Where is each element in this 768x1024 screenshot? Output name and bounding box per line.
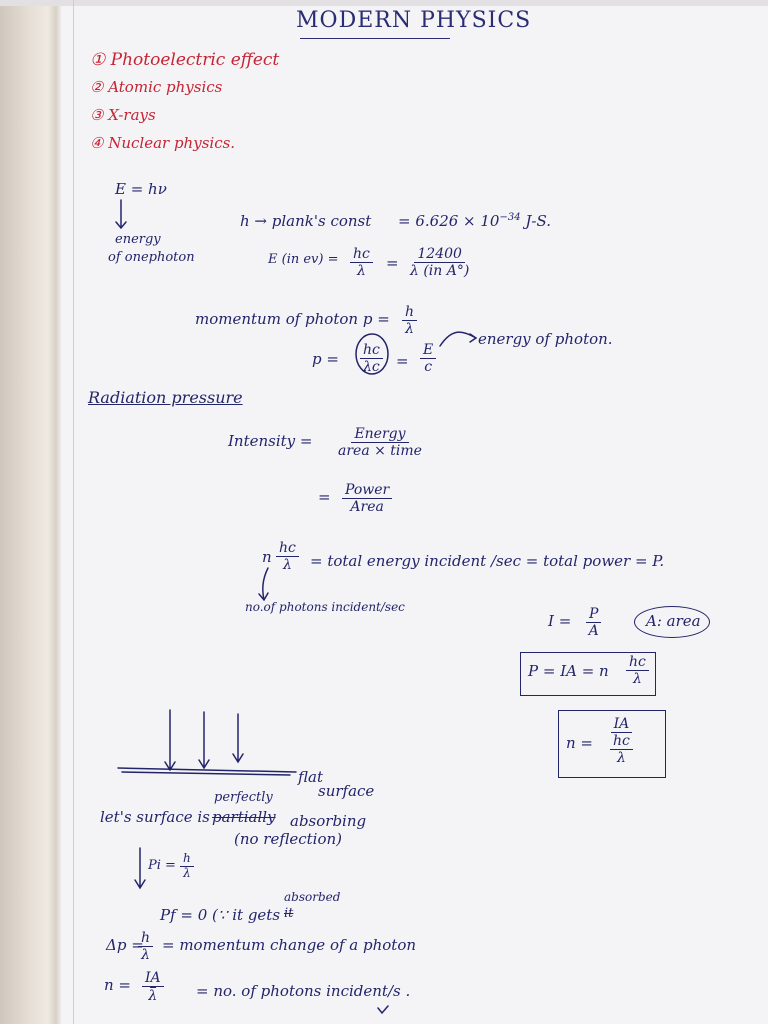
photon-arrow-3 bbox=[233, 714, 243, 762]
hc-over-lambda: $\frac{hc}{\lambda}$ bbox=[350, 246, 373, 279]
box-hc-over-lambda: $\frac{hc}{\lambda}$ bbox=[626, 654, 649, 687]
struck-it: it bbox=[284, 906, 294, 921]
bottom-mark bbox=[378, 1006, 388, 1013]
absorbing-text: absorbing bbox=[290, 812, 367, 830]
energy-of-photon-note: energy of photon. bbox=[478, 330, 613, 348]
flat-surface-line bbox=[118, 768, 296, 772]
energy-of-photon-arrow bbox=[440, 332, 476, 346]
delta-h-over-lambda: $\frac{h}{\lambda}$ bbox=[138, 930, 153, 963]
h-over-lambda: $\frac{h}{\lambda}$ bbox=[402, 304, 417, 337]
flat-surface-line-2 bbox=[122, 772, 290, 775]
flat-label: flat bbox=[298, 768, 323, 786]
momentum-change-text: = momentum change of a photon bbox=[162, 936, 417, 954]
ia-over-hc-lambda: IA hc λ bbox=[610, 716, 633, 766]
total-energy-text: = total energy incident /sec = total power = P. bbox=[310, 552, 665, 570]
topic-xrays: ③ X-rays bbox=[90, 106, 156, 124]
p-ia-formula: P = IA = n bbox=[528, 662, 609, 680]
pi-h-over-lambda: $\frac{h}{\lambda}$ bbox=[180, 852, 194, 881]
hc-over-lambda-c: $\frac{hc}{\lambda c}$ bbox=[360, 342, 383, 375]
n-label: n bbox=[262, 548, 272, 566]
no-photons-text: = no. of photons incident/s . bbox=[196, 982, 411, 1000]
hc-circle bbox=[356, 334, 388, 374]
e-over-c: $\frac{E}{c}$ bbox=[420, 342, 436, 375]
n-eq: n = bbox=[566, 734, 593, 752]
planck-value: = $6.626 \times 10^{-34}$ J-S. bbox=[398, 212, 551, 230]
equals-sign-2: = bbox=[396, 352, 409, 370]
momentum-text: momentum of photon p = bbox=[195, 310, 390, 328]
photons-note-arrow bbox=[259, 568, 268, 600]
n-eq-bottom: n = bbox=[104, 976, 131, 994]
n-hc-over-lambda: $\frac{hc}{\lambda}$ bbox=[276, 540, 299, 573]
surface-label: surface bbox=[318, 782, 375, 800]
page-title: MODERN PHYSICS bbox=[296, 8, 532, 33]
equals-sign-3: = bbox=[318, 488, 331, 506]
energy-12400-fraction: $\frac{12400}{\text{λ (in A°)}}$ bbox=[410, 246, 470, 280]
energy-formula: E = hν bbox=[115, 180, 167, 198]
equals-sign: = bbox=[386, 254, 399, 272]
topic-nuclear: ④ Nuclear physics. bbox=[90, 134, 236, 152]
pi-arrow bbox=[135, 848, 145, 888]
lets-surface-text: let's surface is bbox=[100, 808, 210, 826]
intensity-label: Intensity = bbox=[228, 432, 313, 450]
perfectly-word: perfectly bbox=[214, 790, 273, 805]
photons-per-second-note: no.of photons incident/sec bbox=[245, 600, 405, 614]
ia-over-hc-bottom: $\frac{IA}{\lambda}$ bbox=[142, 970, 164, 1004]
photon-arrow-1 bbox=[165, 710, 175, 770]
energy-ev-label: E (in ev) = bbox=[268, 252, 339, 267]
energy-note-1: energy bbox=[115, 232, 161, 247]
topic-atomic: ② Atomic physics bbox=[90, 78, 223, 96]
p-equals: p = bbox=[312, 350, 339, 368]
absorbed-word: absorbed bbox=[284, 890, 341, 904]
partially-struck: partially bbox=[212, 808, 276, 826]
delta-p-label: Δp = bbox=[106, 936, 144, 954]
energy-over-area-time: Energy area × time bbox=[338, 426, 422, 460]
power-over-area: Power Area bbox=[342, 482, 392, 515]
energy-note-2: of onephoton bbox=[108, 250, 195, 265]
radiation-heading: Radiation pressure bbox=[88, 388, 243, 407]
intensity-eq: I = bbox=[548, 612, 572, 630]
topic-photoelectric: ① Photoelectric effect bbox=[90, 50, 280, 70]
no-reflection-text: (no reflection) bbox=[234, 830, 343, 848]
area-note: A: area bbox=[646, 612, 701, 630]
pf-text: Pf = 0 (∵ it gets bbox=[160, 906, 281, 924]
planck-label: h → plank's const bbox=[240, 212, 372, 230]
p-over-a: $\frac{P}{A}$ bbox=[586, 606, 601, 639]
photon-arrow-2 bbox=[199, 712, 209, 768]
energy-note-arrow bbox=[116, 200, 126, 228]
pi-label: Pi = bbox=[148, 858, 176, 873]
